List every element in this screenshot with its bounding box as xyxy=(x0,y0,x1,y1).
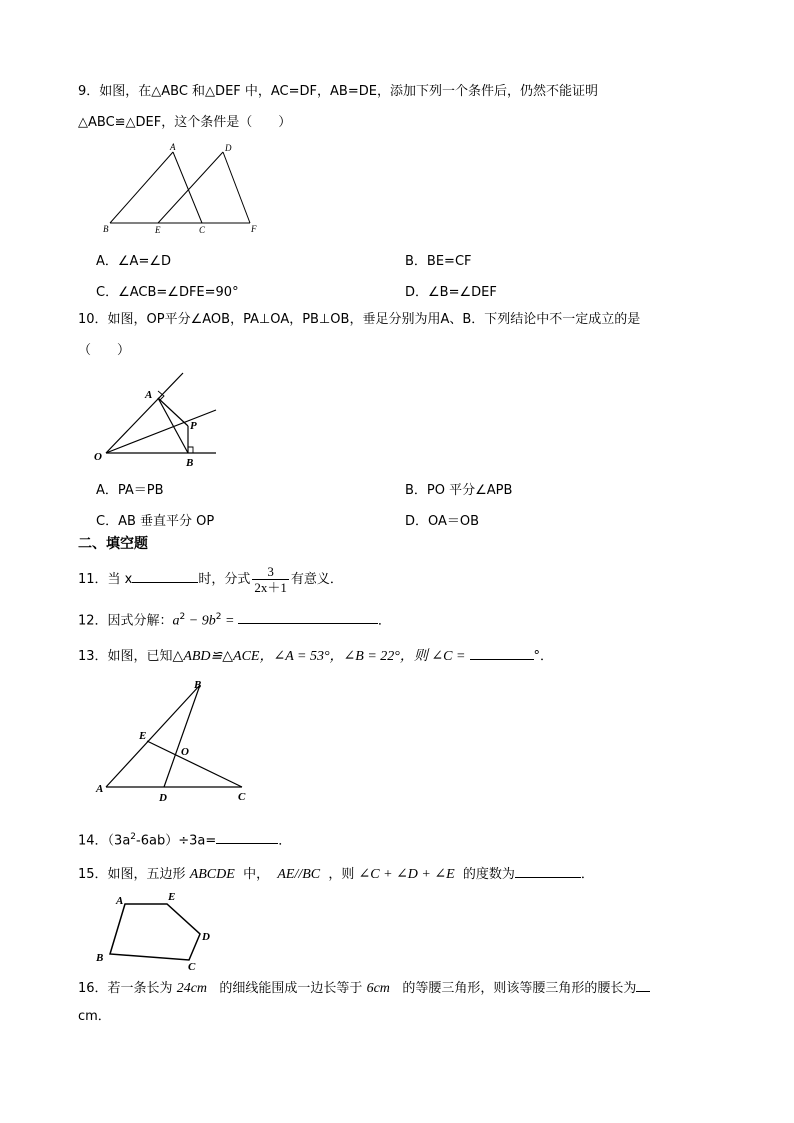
q15-label-a: A xyxy=(116,895,124,907)
q15-expr: ∠C + ∠D + ∠E xyxy=(358,867,455,882)
q13-line-bd xyxy=(164,685,200,787)
q15-pentagon: ABCDE xyxy=(189,867,235,882)
q13-label-b: B xyxy=(194,679,202,691)
q13-line-ec xyxy=(147,741,242,787)
q9-option-a[interactable]: A．∠A=∠D xyxy=(96,254,171,269)
q10-text-line1: 10．如图，OP平分∠AOB，PA⊥OA，PB⊥OB，垂足分别为用A、B．下列结论中不一定成立的是 xyxy=(78,312,641,327)
q9-text-line1: 9．如图，在△ABC 和△DEF 中，AC=DF，AB=DE，添加下列一个条件后，仍然不能证明 xyxy=(78,84,598,99)
q9-line-de xyxy=(158,152,223,223)
q10-seg-pa xyxy=(158,398,188,426)
q16-len: 24cm xyxy=(176,981,208,996)
q14-answer-blank[interactable] xyxy=(216,829,278,844)
q9-text-line2: △ABC≌△DEF，这个条件是（ ） xyxy=(78,115,292,130)
q10-figure xyxy=(92,370,227,470)
q13-prefix: 13．如图，已知 xyxy=(78,649,173,664)
q13-figure xyxy=(94,675,254,805)
q9-label-b: B xyxy=(103,224,109,234)
q9-label-e: E xyxy=(155,225,161,235)
q12-answer-blank[interactable] xyxy=(238,609,378,624)
section-fill-in-title: 二、填空题 xyxy=(78,536,148,552)
q13-label-d: D xyxy=(159,792,167,804)
q13-answer-blank[interactable] xyxy=(470,645,534,660)
q12-end: ． xyxy=(377,613,391,629)
q16-line1 xyxy=(78,977,650,998)
q15-pentagon-shape xyxy=(110,904,200,960)
q12-line xyxy=(78,608,391,630)
q13-cong: △ABD≌△ACE xyxy=(172,649,260,664)
q16-answer-blank[interactable] xyxy=(636,977,650,992)
q13-line-ab xyxy=(106,685,200,787)
q15-figure xyxy=(92,890,222,972)
q15-suffix: 的度数为 xyxy=(462,867,515,882)
q10-label-o: O xyxy=(94,451,102,463)
q11-fraction xyxy=(252,564,289,595)
q12-expr-a: a xyxy=(172,613,180,629)
q10-label-p: P xyxy=(190,420,197,432)
q9-line-ac xyxy=(173,152,202,223)
q16-line2: cm． xyxy=(78,1009,111,1024)
q15-ze: ，则 xyxy=(328,867,355,882)
q10-ray-op xyxy=(106,410,216,453)
q15-end: ． xyxy=(580,867,594,882)
q15-label-d: D xyxy=(202,931,210,943)
q9-line-ab xyxy=(110,152,173,223)
q13-label-c: C xyxy=(238,791,246,803)
q9-option-c[interactable]: C．∠ACB=∠DFE=90° xyxy=(96,285,239,300)
q13-angle-a: ，∠A = 53° xyxy=(259,649,330,664)
q9-label-c: C xyxy=(199,225,206,235)
q10-right-angle-b xyxy=(188,447,193,453)
q15-line xyxy=(78,863,594,884)
q12-mid: − 9b xyxy=(185,613,216,629)
q15-prefix: 15．如图，五边形 xyxy=(78,867,186,882)
q9-label-f: F xyxy=(251,224,257,234)
q10-ray-oa xyxy=(106,373,183,453)
q15-parallel: AE//BC xyxy=(277,867,321,882)
q10-option-a[interactable]: A．PA＝PB xyxy=(96,483,164,498)
q13-label-a: A xyxy=(96,783,104,795)
q13-angle-b: ，∠B = 22° xyxy=(329,649,400,664)
q10-text-line2: （ ） xyxy=(78,343,131,358)
q10-seg-ab xyxy=(158,398,188,453)
q16-part-c: 的等腰三角形，则该等腰三角形的腰长为 xyxy=(402,981,637,996)
q11-middle: 时，分式 xyxy=(198,572,251,587)
q9-label-d: D xyxy=(225,143,232,153)
q15-label-e: E xyxy=(168,891,176,903)
q12-exp-a: 2 xyxy=(179,612,186,622)
q13-then: ，则 ∠C = xyxy=(399,649,466,664)
q12-eq: = xyxy=(221,613,238,629)
q11-prefix: 11．当 x xyxy=(78,572,133,587)
q10-label-b: B xyxy=(186,457,194,469)
q11-denominator: 2x＋1 xyxy=(254,580,287,595)
q9-option-b[interactable]: B．BE=CF xyxy=(405,254,472,269)
q10-option-d[interactable]: D．OA＝OB xyxy=(405,514,480,529)
q15-answer-blank[interactable] xyxy=(515,863,581,878)
q11-answer-blank[interactable] xyxy=(132,568,198,583)
q11-line xyxy=(78,564,343,595)
q10-label-a: A xyxy=(145,389,153,401)
q15-label-b: B xyxy=(96,952,104,964)
q14-prefix: 14．（3a xyxy=(78,833,131,849)
q12-exp-b: 2 xyxy=(215,612,222,622)
q13-end: °． xyxy=(533,649,554,664)
q16-part-a: 16．若一条长为 xyxy=(78,981,173,996)
q14-end: ． xyxy=(278,833,292,849)
q12-prefix: 12．因式分解： xyxy=(78,613,173,629)
q10-option-b[interactable]: B．PO 平分∠APB xyxy=(405,483,513,498)
q11-suffix: 有意义． xyxy=(290,572,343,587)
q9-line-df xyxy=(223,152,250,223)
q15-zhong: 中， xyxy=(243,867,270,882)
q14-line xyxy=(78,828,291,850)
q13-label-o: O xyxy=(181,746,189,758)
q14-rest: -6ab）÷3a= xyxy=(136,833,217,849)
q10-option-c[interactable]: C．AB 垂直平分 OP xyxy=(96,514,215,529)
q13-line xyxy=(78,645,553,666)
q9-label-a: A xyxy=(170,142,176,152)
q13-label-e: E xyxy=(139,730,147,742)
q9-option-d[interactable]: D．∠B=∠DEF xyxy=(405,285,497,300)
q16-part-b: 的细线能围成一边长等于 xyxy=(219,981,363,996)
q11-numerator: 3 xyxy=(252,564,289,580)
q14-exp: 2 xyxy=(130,832,137,842)
q15-label-c: C xyxy=(188,961,196,973)
q16-side: 6cm xyxy=(366,981,390,996)
q9-figure xyxy=(95,140,270,235)
